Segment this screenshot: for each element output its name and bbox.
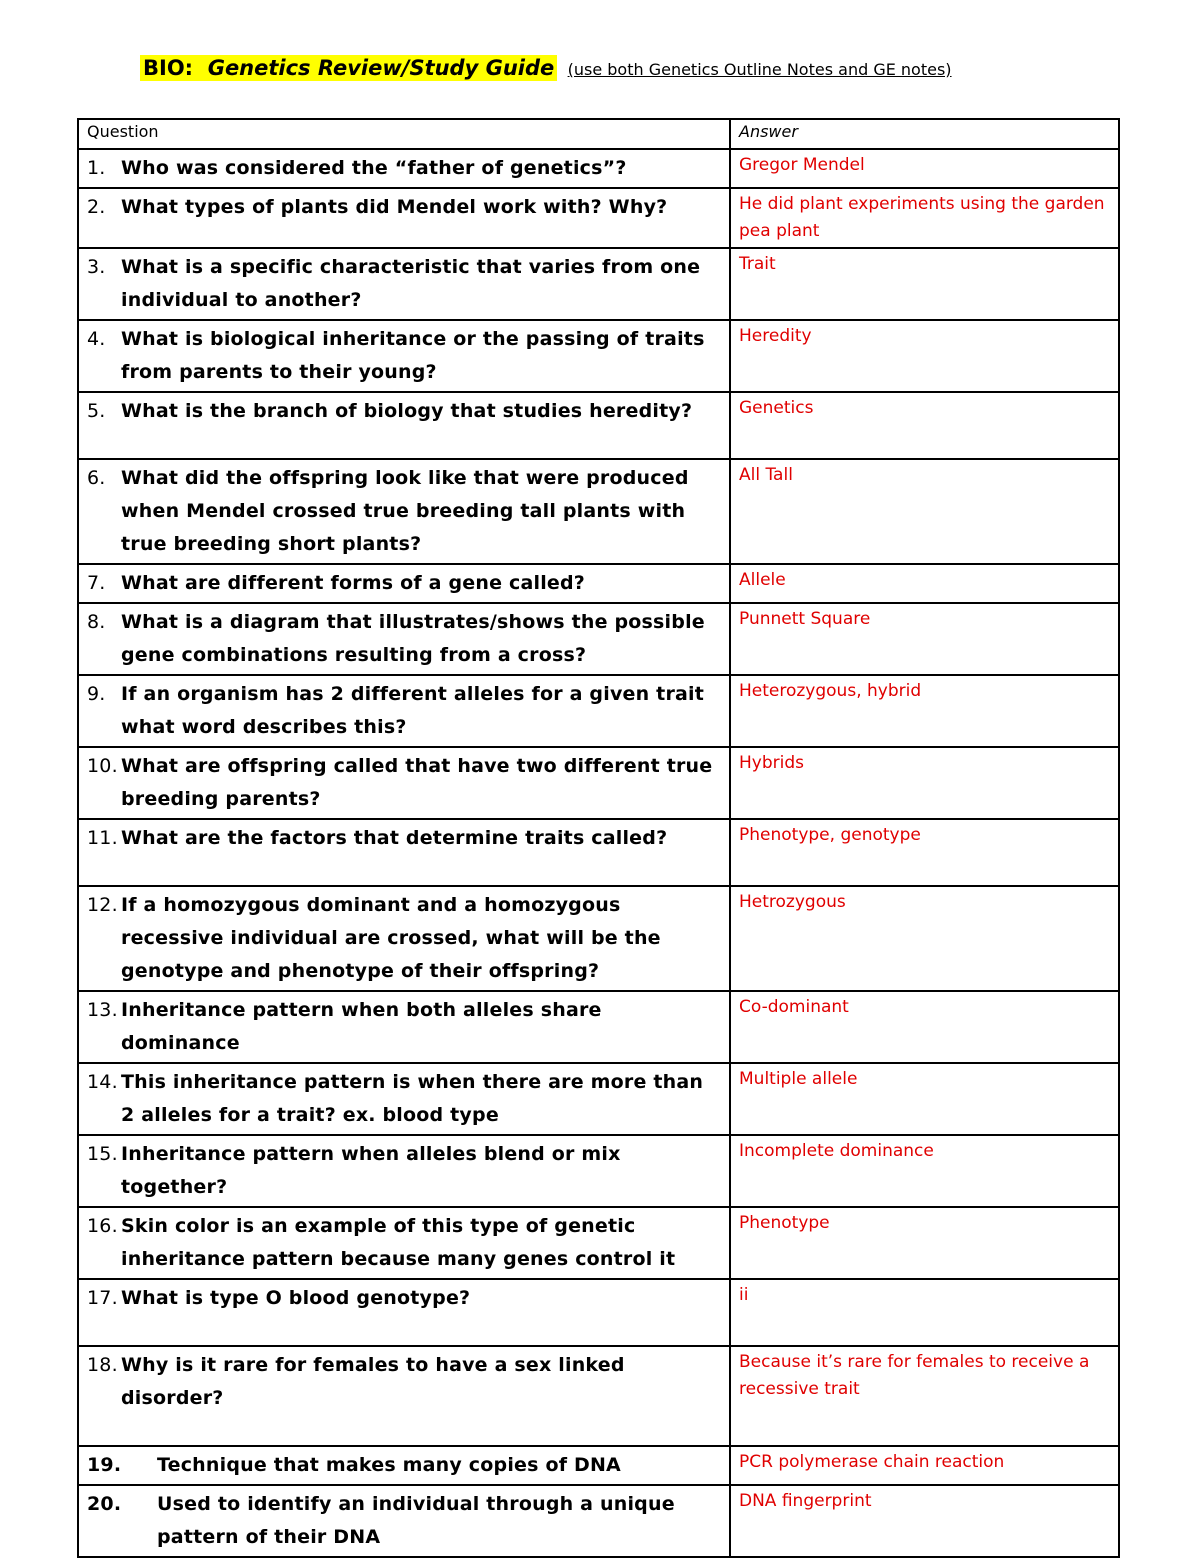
question-text: What are the factors that determine traits called?	[121, 827, 668, 849]
question-text: This inheritance pattern is when there are more than 2 alleles for a trait? ex. blood type	[121, 1071, 704, 1126]
question-wrap	[87, 1210, 721, 1276]
table-row	[78, 1135, 1119, 1207]
question-cell	[78, 1346, 730, 1446]
answer-cell: Genetics	[730, 392, 1119, 459]
question-wrap	[87, 1282, 721, 1315]
question-cell	[78, 564, 730, 603]
question-number: 15.	[87, 1143, 118, 1165]
question-wrap	[87, 750, 721, 816]
question-number: 1.	[87, 157, 106, 179]
question-cell	[78, 1279, 730, 1346]
question-wrap	[87, 678, 721, 744]
answer-cell: DNA fingerprint	[730, 1485, 1119, 1557]
title-main-text: Genetics Review/Study Guide	[207, 56, 555, 80]
question-cell	[78, 188, 730, 248]
question-number: 2.	[87, 196, 106, 218]
title-highlight	[140, 55, 557, 81]
answer-cell: Hybrids	[730, 747, 1119, 819]
answer-cell: Heredity	[730, 320, 1119, 392]
table-row	[78, 675, 1119, 747]
question-cell	[78, 1485, 730, 1557]
question-wrap	[87, 395, 721, 428]
question-cell	[78, 149, 730, 188]
question-text: What are offspring called that have two different true breeding parents?	[121, 755, 713, 810]
question-number: 11.	[87, 827, 118, 849]
question-text: What types of plants did Mendel work with? Why?	[121, 196, 668, 218]
question-wrap	[87, 191, 721, 224]
table-row	[78, 1279, 1119, 1346]
question-cell	[78, 819, 730, 886]
question-cell	[78, 1207, 730, 1279]
question-cell	[78, 1446, 730, 1485]
answer-cell: Trait	[730, 248, 1119, 320]
question-cell	[78, 886, 730, 991]
question-wrap	[87, 1349, 721, 1415]
question-number: 18.	[87, 1354, 118, 1376]
table-row	[78, 564, 1119, 603]
table-row	[78, 149, 1119, 188]
question-wrap	[87, 822, 721, 855]
question-number: 17.	[87, 1287, 118, 1309]
table-row	[78, 886, 1119, 991]
question-wrap	[87, 152, 721, 185]
question-number: 4.	[87, 328, 106, 350]
title-prefix: BIO:	[143, 56, 194, 80]
question-cell	[78, 1063, 730, 1135]
question-text: What is type O blood genotype?	[121, 1287, 471, 1309]
answer-cell: He did plant experiments using the garden pea plant	[730, 188, 1119, 248]
answer-cell: Heterozygous, hybrid	[730, 675, 1119, 747]
answer-cell: Phenotype, genotype	[730, 819, 1119, 886]
question-text: Who was considered the “father of genetics”?	[121, 157, 627, 179]
table-row	[78, 392, 1119, 459]
table-row	[78, 603, 1119, 675]
question-cell	[78, 675, 730, 747]
question-text: What is a diagram that illustrates/shows the possible gene combinations resulting from a cross?	[121, 611, 705, 666]
question-cell	[78, 320, 730, 392]
question-text: Skin color is an example of this type of genetic inheritance pattern because many genes control it	[121, 1215, 676, 1270]
table-row	[78, 1346, 1119, 1446]
question-text: What is the branch of biology that studies heredity?	[121, 400, 693, 422]
question-number: 16.	[87, 1215, 118, 1237]
question-number: 8.	[87, 611, 106, 633]
question-text: Inheritance pattern when alleles blend or mix together?	[121, 1143, 621, 1198]
question-number: 12.	[87, 894, 118, 916]
question-wrap	[87, 1138, 721, 1204]
question-number: 20.	[87, 1493, 122, 1515]
table-row	[78, 459, 1119, 564]
question-text: If an organism has 2 different alleles for a given trait what word describes this?	[121, 683, 705, 738]
question-wrap	[87, 251, 721, 317]
question-cell	[78, 248, 730, 320]
study-guide-table	[77, 118, 1120, 1558]
question-text: Used to identify an individual through a unique pattern of their DNA	[157, 1493, 675, 1548]
question-text: Technique that makes many copies of DNA	[157, 1454, 621, 1476]
table-header-row	[78, 119, 1119, 149]
table-row	[78, 1063, 1119, 1135]
answer-cell: Multiple allele	[730, 1063, 1119, 1135]
question-cell	[78, 459, 730, 564]
question-cell	[78, 747, 730, 819]
question-wrap	[87, 1449, 721, 1482]
table-row	[78, 819, 1119, 886]
question-wrap	[87, 567, 721, 600]
question-number: 19.	[87, 1454, 122, 1476]
question-number: 7.	[87, 572, 106, 594]
table-row	[78, 991, 1119, 1063]
question-text: What is a specific characteristic that varies from one individual to another?	[121, 256, 701, 311]
table-row	[78, 747, 1119, 819]
table-row	[78, 1207, 1119, 1279]
question-wrap	[87, 606, 721, 672]
answer-cell: Gregor Mendel	[730, 149, 1119, 188]
page-title	[140, 56, 1140, 90]
question-wrap	[87, 889, 721, 988]
table-body	[78, 149, 1119, 1557]
question-number: 5.	[87, 400, 106, 422]
question-cell	[78, 603, 730, 675]
header-question: Question	[78, 119, 730, 149]
answer-cell: Allele	[730, 564, 1119, 603]
table-row	[78, 320, 1119, 392]
question-wrap	[87, 462, 721, 561]
table-row	[78, 248, 1119, 320]
table-row	[78, 188, 1119, 248]
question-number: 13.	[87, 999, 118, 1021]
title-note: (use both Genetics Outline Notes and GE notes)	[567, 60, 952, 79]
answer-cell: Punnett Square	[730, 603, 1119, 675]
question-wrap	[87, 1066, 721, 1132]
question-text: What did the offspring look like that were produced when Mendel crossed true breeding tall plants with true breeding short plants?	[121, 467, 689, 555]
answer-cell: Phenotype	[730, 1207, 1119, 1279]
question-wrap	[87, 323, 721, 389]
question-number: 10.	[87, 755, 118, 777]
question-cell	[78, 1135, 730, 1207]
question-text: Why is it rare for females to have a sex linked disorder?	[121, 1354, 625, 1409]
table-row	[78, 1446, 1119, 1485]
answer-cell: Because it’s rare for females to receive a recessive trait	[730, 1346, 1119, 1446]
question-text: What is biological inheritance or the passing of traits from parents to their young?	[121, 328, 705, 383]
answer-cell: Hetrozygous	[730, 886, 1119, 991]
question-text: What are different forms of a gene called?	[121, 572, 586, 594]
answer-cell: All Tall	[730, 459, 1119, 564]
question-wrap	[87, 994, 721, 1060]
question-number: 14.	[87, 1071, 118, 1093]
question-text: If a homozygous dominant and a homozygous recessive individual are crossed, what will be the genotype and phenotype of their offspring?	[121, 894, 661, 982]
question-number: 6.	[87, 467, 106, 489]
question-text: Inheritance pattern when both alleles share dominance	[121, 999, 602, 1054]
table-row	[78, 1485, 1119, 1557]
answer-cell: PCR polymerase chain reaction	[730, 1446, 1119, 1485]
question-number: 3.	[87, 256, 106, 278]
answer-cell: Incomplete dominance	[730, 1135, 1119, 1207]
answer-cell: ii	[730, 1279, 1119, 1346]
question-number: 9.	[87, 683, 106, 705]
question-cell	[78, 991, 730, 1063]
answer-cell: Co-dominant	[730, 991, 1119, 1063]
header-answer: Answer	[730, 119, 1119, 149]
question-cell	[78, 392, 730, 459]
question-wrap	[87, 1488, 721, 1554]
